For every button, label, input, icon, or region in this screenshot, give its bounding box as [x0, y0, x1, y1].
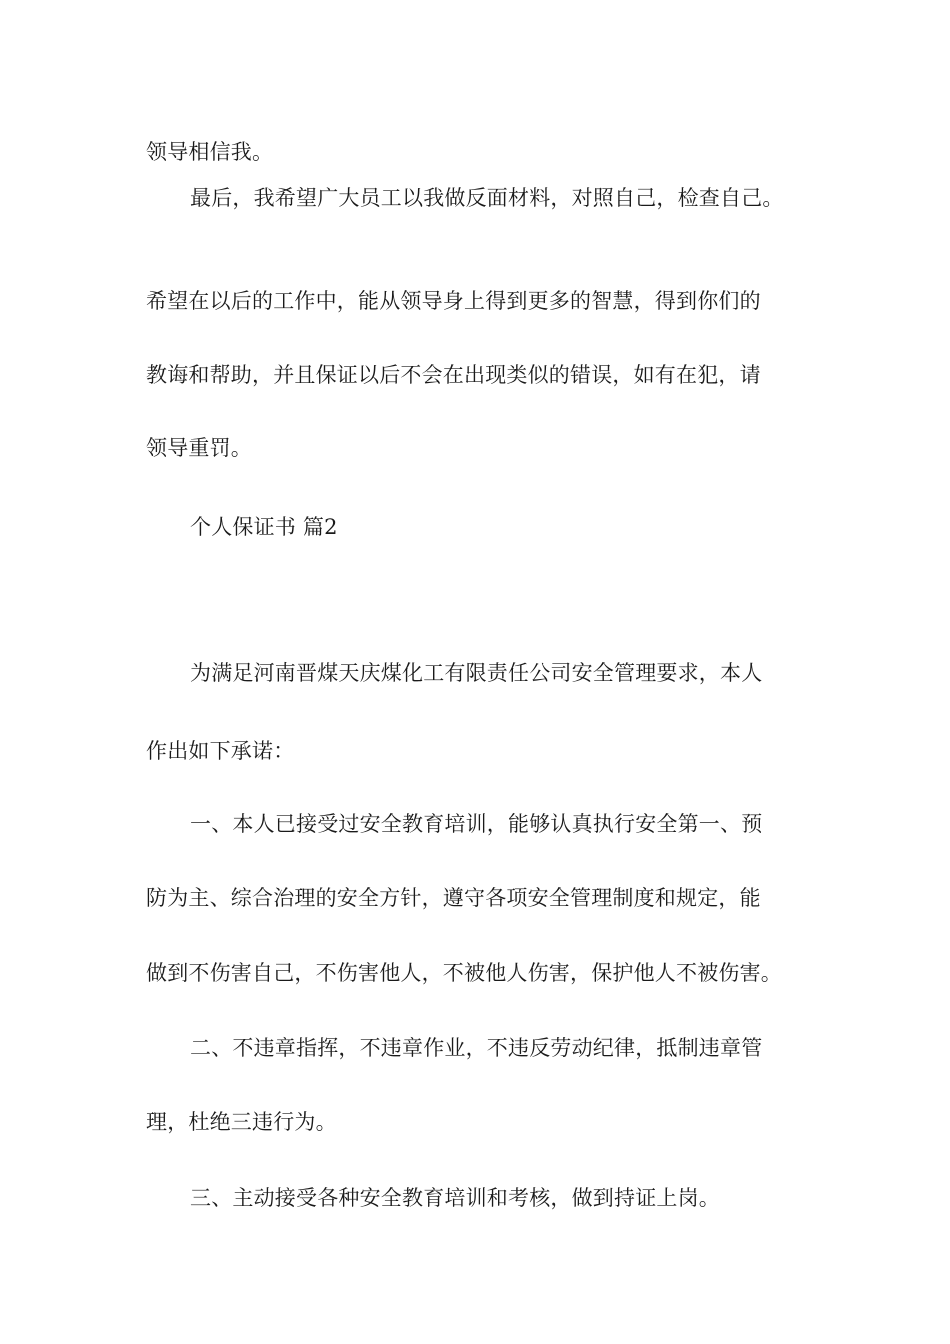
paragraph-line: 教诲和帮助，并且保证以后不会在出现类似的错误，如有在犯，请 [146, 363, 761, 387]
paragraph-line: 希望在以后的工作中，能从领导身上得到更多的智慧，得到你们的 [146, 289, 761, 313]
section-heading: 个人保证书 篇2 [190, 515, 338, 539]
paragraph-line: 为满足河南晋煤天庆煤化工有限责任公司安全管理要求，本人 [190, 661, 763, 685]
paragraph-line: 二、不违章指挥，不违章作业，不违反劳动纪律，抵制违章管 [190, 1036, 763, 1060]
paragraph-line: 防为主、综合治理的安全方针，遵守各项安全管理制度和规定，能 [146, 886, 761, 910]
paragraph-line: 一、本人已接受过安全教育培训，能够认真执行安全第一、预 [190, 812, 763, 836]
paragraph-line: 作出如下承诺： [146, 739, 295, 763]
paragraph-line: 做到不伤害自己，不伤害他人，不被他人伤害，保护他人不被伤害。 [146, 961, 782, 985]
paragraph-line: 理，杜绝三违行为。 [146, 1110, 337, 1134]
paragraph-line: 最后，我希望广大员工以我做反面材料，对照自己，检查自己。 [190, 186, 784, 210]
paragraph-line: 领导相信我。 [146, 140, 274, 164]
paragraph-line: 领导重罚。 [146, 436, 252, 460]
paragraph-line: 三、主动接受各种安全教育培训和考核，做到持证上岗。 [190, 1186, 720, 1210]
